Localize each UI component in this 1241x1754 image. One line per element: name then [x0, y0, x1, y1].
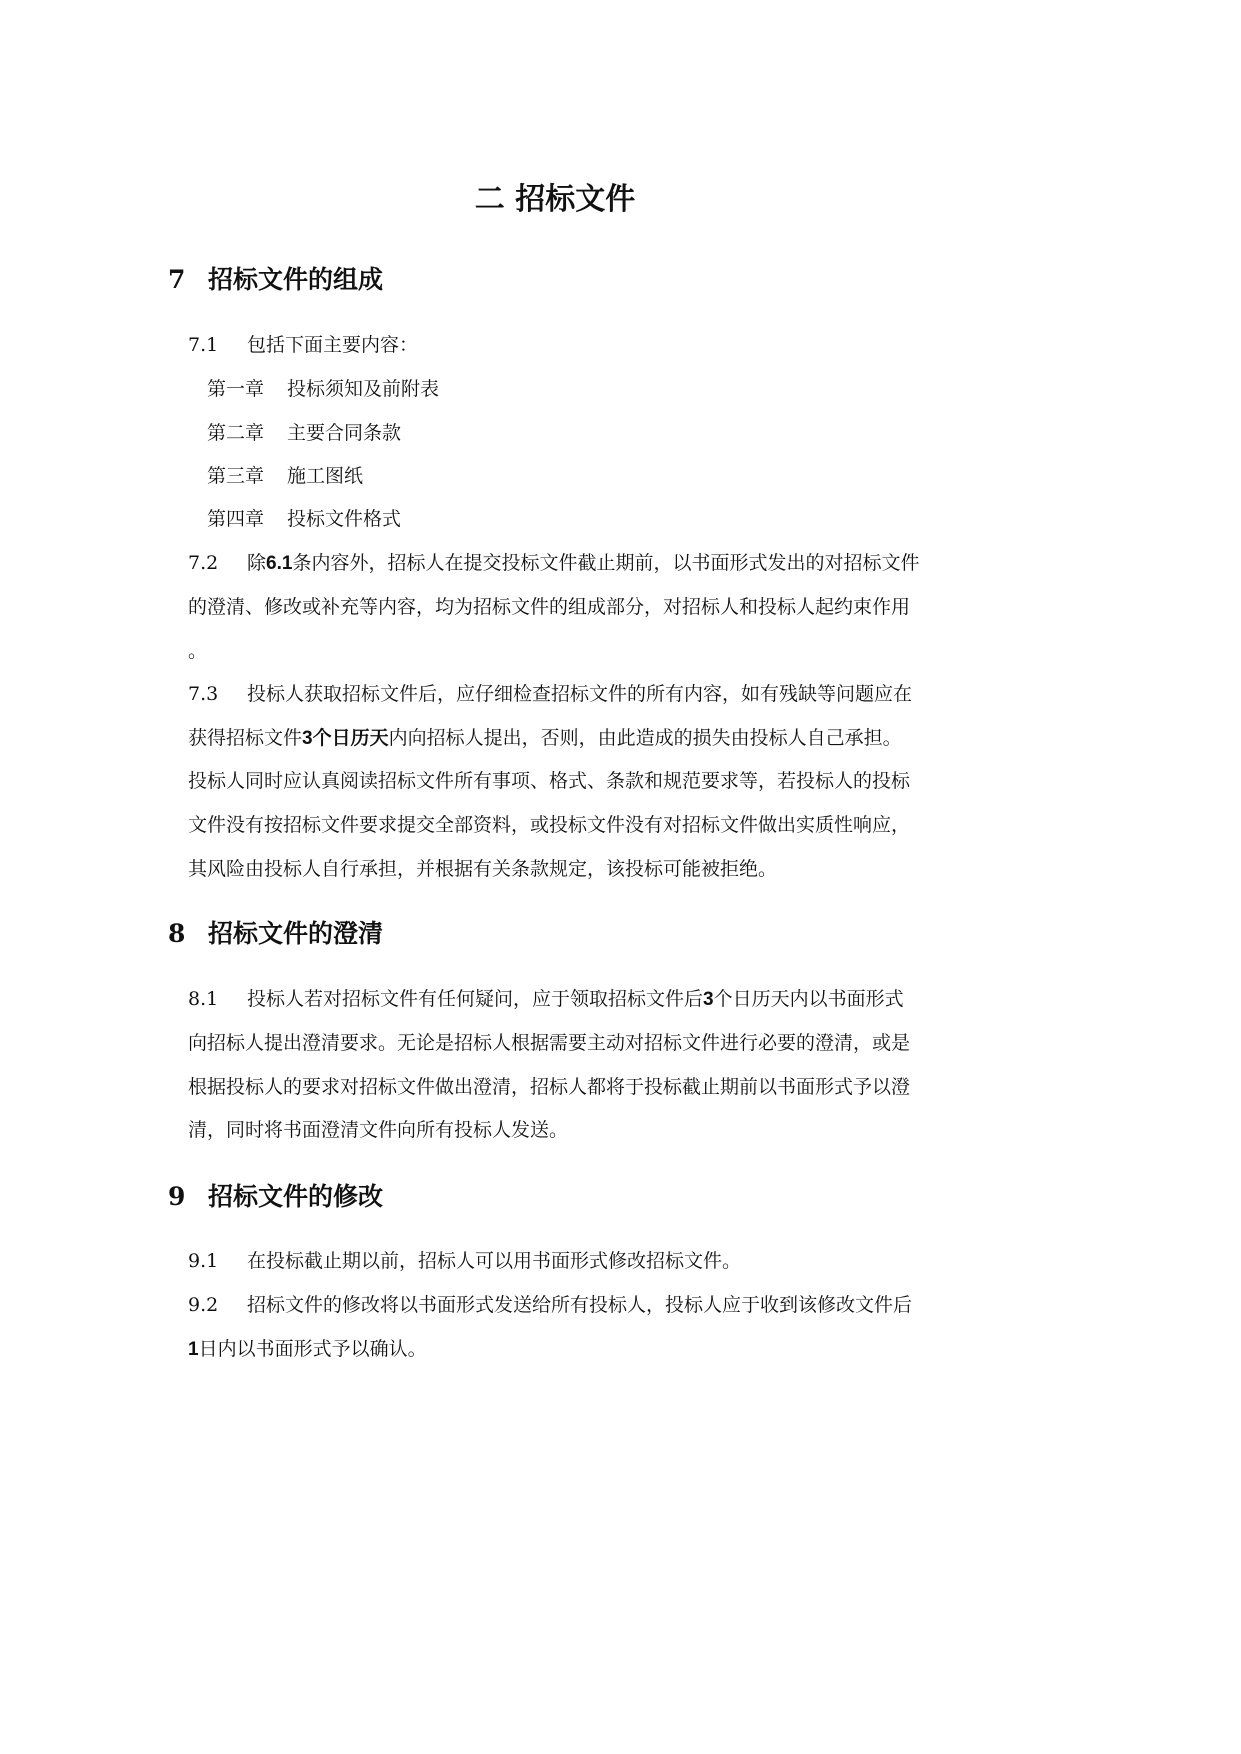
- chapter-item: 第四章 投标文件格式: [207, 508, 402, 530]
- clause-7-2-line: 。: [188, 640, 208, 662]
- section-7-heading: 7 招标文件的组成: [168, 265, 384, 294]
- clause-9-2: 9.2 招标文件的修改将以书面形式发送给所有投标人，投标人应于收到该修改文件后: [188, 1294, 913, 1316]
- section-9-heading: 9 招标文件的修改: [168, 1182, 384, 1211]
- clause-7-3-line: 获得招标文件3个日历天内向招标人提出，否则，由此造成的损失由投标人自己承担。: [188, 727, 902, 749]
- clause-7-3-line: 投标人同时应认真阅读招标文件所有事项、格式、条款和规范要求等，若投标人的投标: [188, 770, 911, 792]
- clause-8-1-line: 向招标人提出澄清要求。无论是招标人根据需要主动对招标文件进行必要的澄清，或是: [188, 1032, 911, 1054]
- chapter-item: 第三章 施工图纸: [207, 465, 364, 487]
- document-title: 二 招标文件: [474, 182, 636, 217]
- section-8-heading: 8 招标文件的澄清: [168, 919, 384, 948]
- clause-7-2: 7.2 除6.1条内容外，招标人在提交投标文件截止期前，以书面形式发出的对招标文件: [188, 552, 920, 574]
- clause-7-2-line: 的澄清、修改或补充等内容，均为招标文件的组成部分，对招标人和投标人起约束作用: [188, 596, 911, 618]
- clause-7-3: 7.3 投标人获取招标文件后，应仔细检查招标文件的所有内容，如有残缺等问题应在: [188, 683, 913, 705]
- chapter-item: 第二章 主要合同条款: [207, 422, 402, 444]
- clause-8-1-line: 清，同时将书面澄清文件向所有投标人发送。: [188, 1119, 569, 1141]
- clause-8-1-line: 根据投标人的要求对招标文件做出澄清，招标人都将于投标截止期前以书面形式予以澄: [188, 1076, 911, 1098]
- clause-8-1: 8.1 投标人若对招标文件有任何疑问，应于领取招标文件后3个日历天内以书面形式: [188, 988, 904, 1010]
- clause-7-1: 7.1 包括下面主要内容：: [188, 334, 419, 356]
- clause-9-2-line: 1日内以书面形式予以确认。: [188, 1338, 427, 1360]
- clause-7-3-line: 其风险由投标人自行承担，并根据有关条款规定，该投标可能被拒绝。: [188, 858, 778, 880]
- chapter-item: 第一章 投标须知及前附表: [207, 378, 440, 400]
- clause-9-1: 9.1 在投标截止期以前，招标人可以用书面形式修改招标文件。: [188, 1250, 742, 1272]
- clause-7-3-line: 文件没有按招标文件要求提交全部资料，或投标文件没有对招标文件做出实质性响应，: [188, 814, 911, 836]
